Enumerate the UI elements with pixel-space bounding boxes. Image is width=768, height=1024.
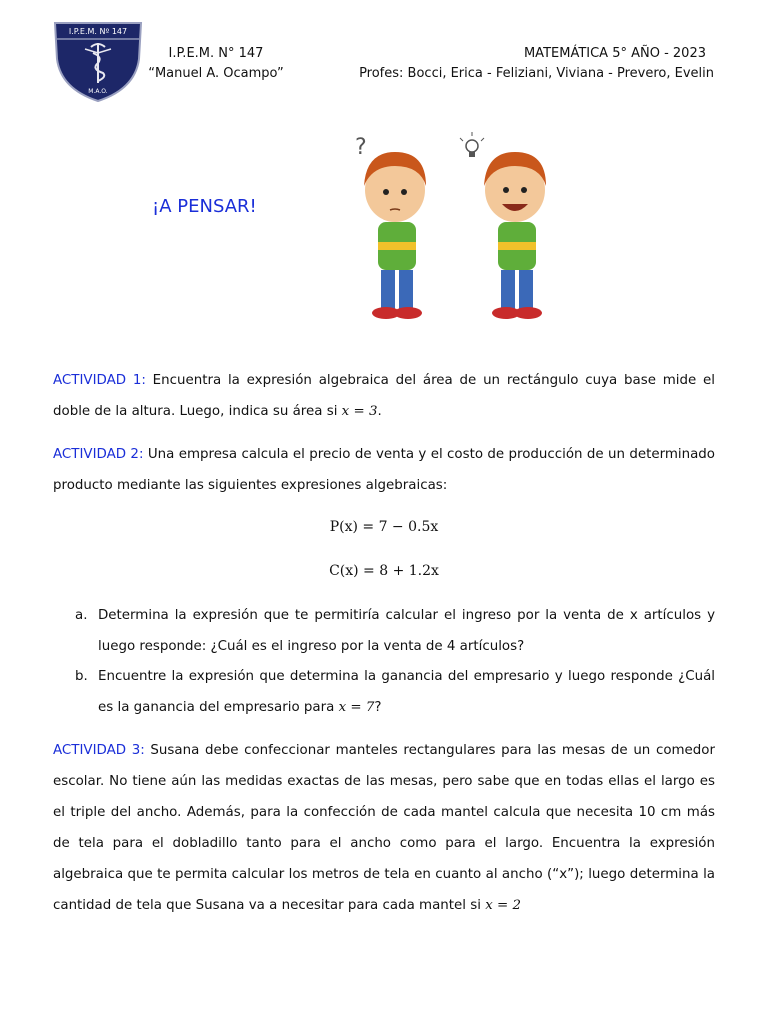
school-header: [146, 44, 286, 84]
activity-2: [53, 439, 715, 501]
subject-label: MATEMÁTICA 5° AÑO - 2023: [523, 46, 706, 61]
logo-bottom-text: M.A.O.: [88, 88, 108, 95]
school-name: “Manuel A. Ocampo”: [148, 66, 284, 81]
page-title: ¡A PENSAR!: [152, 196, 257, 217]
list-marker-a: a.: [75, 608, 88, 623]
teachers-label: Profes: Bocci, Erica - Feliziani, Viviana - Prevero, Evelin: [359, 66, 714, 81]
thinking-kids-illustration: [350, 130, 570, 330]
logo-top-text: I.P.E.M. Nº 147: [68, 27, 128, 36]
school-number: I.P.E.M. N° 147: [168, 46, 264, 61]
school-logo: [53, 19, 143, 103]
list-item-b-math: x = 7: [338, 700, 375, 715]
activity-1-end: .: [377, 404, 382, 419]
activity-3-text: Susana debe confeccionar manteles rectangulares para las mesas de un comedor escolar. No tiene aún las medidas exactas de las mesas, pero sabe que en todas ellas el largo es el triple del ancho. Además, para la confección de cada mantel calcula que necesita 10 cm más de tela para el dobladillo tanto para el ancho como para el largo. Encuentra la expresión algebraica que te permita calcular los metros de tela en cuanto al ancho (“x”); luego determina la cantidad de tela que Susana va a necesitar para cada mantel si: [53, 743, 715, 913]
equation-price: P(x) = 7 − 0.5x: [329, 519, 439, 535]
activity-3-math: x = 2: [485, 898, 522, 913]
equation-cost: C(x) = 8 + 1.2x: [329, 563, 439, 579]
activity-2-label: ACTIVIDAD 2:: [53, 447, 144, 462]
activity-1-label: ACTIVIDAD 1:: [53, 373, 146, 388]
list-item-b-text: Encuentre la expresión que determina la ganancia del empresario y luego responde ¿Cuál es la ganancia del empresario para: [98, 669, 715, 715]
boy-idea-figure: [484, 152, 546, 319]
activity-1-math: x = 3: [341, 404, 378, 419]
activity-1: [53, 365, 715, 427]
activity-1-text: Encuentra la expresión algebraica del área de un rectángulo cuya base mide el doble de la altura. Luego, indica su área si: [53, 373, 715, 419]
question-mark-icon: ?: [355, 135, 367, 160]
list-item-a-text: Determina la expresión que te permitiría calcular el ingreso por la venta de x artículos y luego responde: ¿Cuál es el ingreso por la venta de 4 artículos?: [98, 608, 715, 654]
boy-thinking-figure: [364, 152, 426, 319]
list-item-b-end: ?: [374, 700, 382, 715]
list-item-a: [53, 600, 715, 662]
activity-2-text: Una empresa calcula el precio de venta y el costo de producción de un determinado producto mediante las siguientes expresiones algebraicas:: [53, 447, 715, 493]
activity-3: [53, 735, 715, 921]
activity-3-label: ACTIVIDAD 3:: [53, 743, 145, 758]
course-header: [359, 44, 714, 84]
light-bulb-icon: [460, 132, 484, 157]
list-marker-b: b.: [75, 669, 88, 684]
list-item-b: [53, 661, 715, 723]
